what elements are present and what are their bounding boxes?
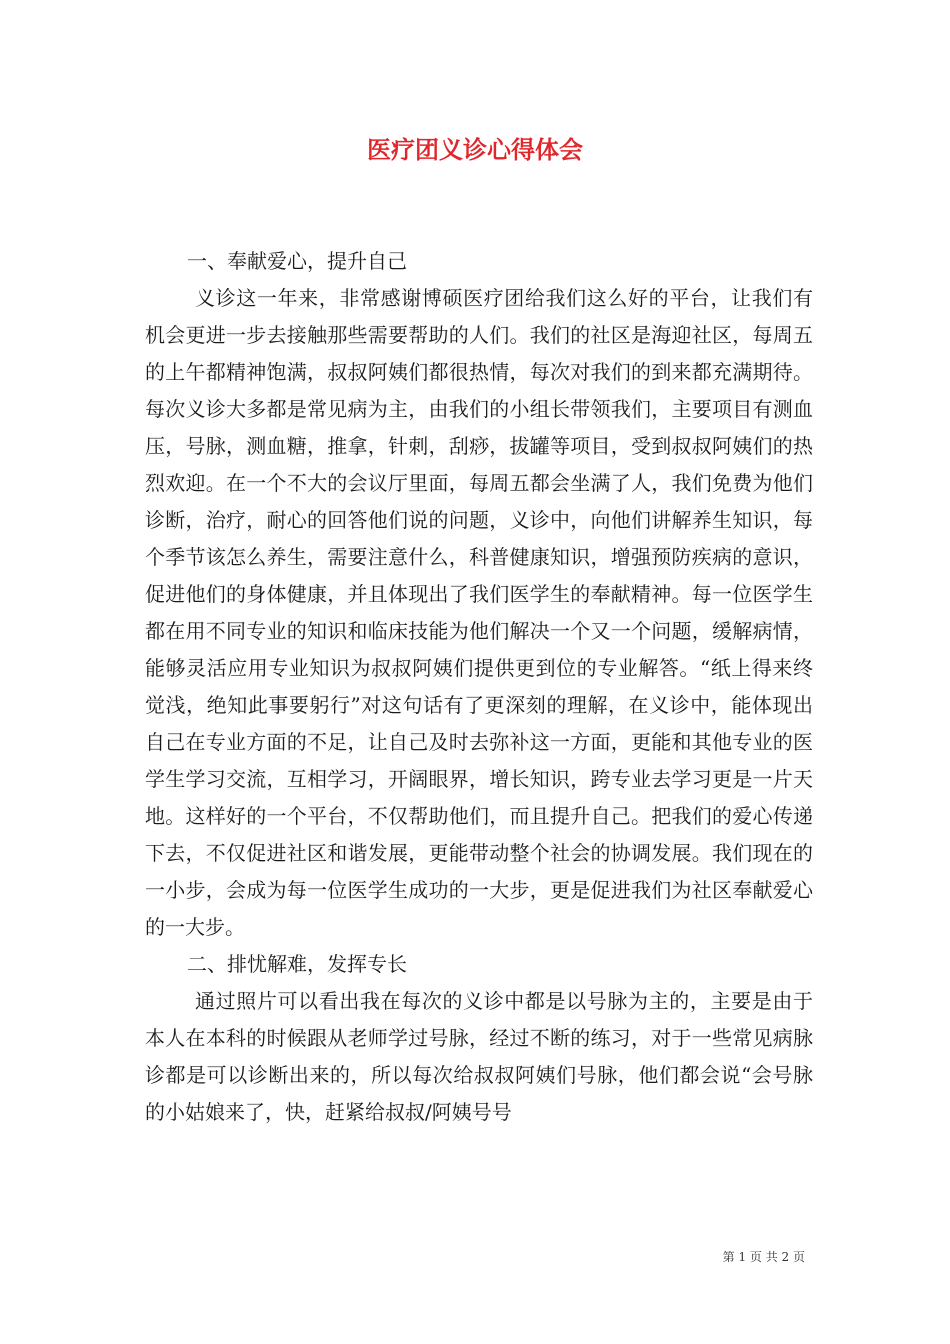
- document-body: [145, 243, 813, 1131]
- page-number-footer: 第 1 页 共 2 页: [722, 1250, 805, 1264]
- section-heading-2: 二、排忧解难，发挥专长: [187, 952, 407, 976]
- section-heading-1: 一、奉献爱心，提升自己: [187, 249, 407, 273]
- section-paragraph-1: 义诊这一年来，非常感谢博硕医疗团给我们这么好的平台，让我们有机会更进一步去接触那些需要帮助的人们。我们的社区是海迎社区，每周五的上午都精神饱满，叔叔阿姨们都很热情，每次对我们的到来都充满期待。每次义诊大多都是常见病为主，由我们的小组长带领我们，主要项目有测血压，号脉，测血糖，推拿，针刺，刮痧，拔罐等项目，受到叔叔阿姨们的热烈欢迎。在一个不大的会议厅里面，每周五都会坐满了人，我们免费为他们诊断，治疗，耐心的回答他们说的问题，义诊中，向他们讲解养生知识，每个季节该怎么养生，需要注意什么，科普健康知识，增强预防疾病的意识，促进他们的身体健康，并且体现出了我们医学生的奉献精神。每一位医学生都在用不同专业的知识和临床技能为他们解决一个又一个问题，缓解病情，能够灵活应用专业知识为叔叔阿姨们提供更到位的专业解答。“纸上得来终觉浅，绝知此事要躬行”对这句话有了更深刻的理解，在义诊中，能体现出自己在专业方面的不足，让自己及时去弥补这一方面，更能和其他专业的医学生学习交流，互相学习，开阔眼界，增长知识，跨专业去学习更是一片天地。这样好的一个平台，不仅帮助他们，而且提升自己。把我们的爱心传递下去，不仅促进社区和谐发展，更能带动整个社会的协调发展。我们现在的一小步，会成为每一位医学生成功的一大步，更是促进我们为社区奉献爱心的一大步。: [145, 286, 813, 939]
- page-title: 医疗团义诊心得体会: [367, 135, 583, 164]
- section-paragraph-2: 通过照片可以看出我在每次的义诊中都是以号脉为主的，主要是由于本人在本科的时候跟从老师学过号脉，经过不断的练习，对于一些常见病脉诊都是可以诊断出来的，所以每次给叔叔阿姨们号脉，他们都会说“会号脉的小姑娘来了，快，赶紧给叔叔/阿姨号号: [145, 989, 813, 1124]
